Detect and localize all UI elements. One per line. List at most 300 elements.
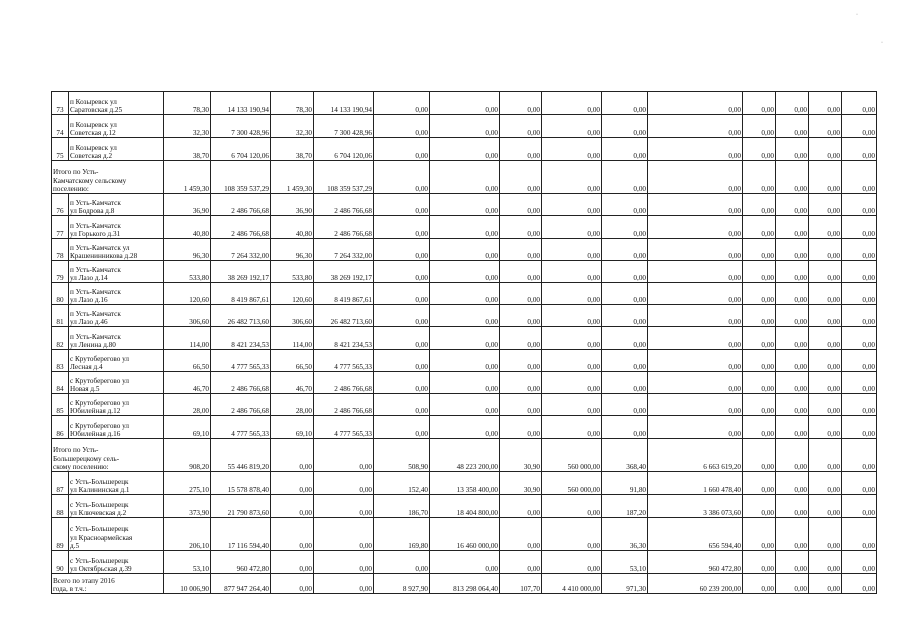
address-cell [69,327,164,350]
value-cell: 28,00 [271,394,314,416]
value-cell: 971,30 [602,574,648,594]
value-cell: 0,00 [374,327,430,350]
address-line: п Усть-Камчатск [70,198,121,207]
value-cell: 0,00 [542,327,602,350]
value-cell: 0,00 [602,305,648,327]
value-cell: 0,00 [542,283,602,305]
value-cell: 0,00 [648,216,743,239]
value-cell: 4 777 565,33 [314,350,374,372]
value-cell: 0,00 [809,194,842,216]
value-cell: 55 446 819,20 [211,439,271,472]
value-cell: 0,00 [776,574,809,594]
value-cell: 0,00 [602,394,648,416]
value-cell: 108 359 537,29 [314,161,374,194]
value-cell: 6 704 120,06 [314,138,374,161]
value-cell: 2 486 766,68 [211,372,271,394]
value-cell: 17 116 594,40 [211,518,271,551]
value-cell: 4 410 000,00 [542,574,602,594]
value-cell: 0,00 [743,372,776,394]
value-cell: 0,00 [602,350,648,372]
address-line: с Усть-Большерецк [70,477,129,486]
value-cell: 0,00 [374,372,430,394]
value-cell: 13 358 400,00 [430,472,500,495]
address-line: ул Горького д.31 [70,229,121,238]
value-cell: 0,00 [809,283,842,305]
table-row [52,239,877,261]
value-cell: 0,00 [542,416,602,439]
value-cell: 0,00 [776,350,809,372]
total-label-line: Итого по Усть- [53,446,99,455]
value-cell: 0,00 [314,439,374,472]
value-cell: 0,00 [743,194,776,216]
table-row [52,350,877,372]
total-row [52,161,877,194]
value-cell: 0,00 [743,350,776,372]
value-cell: 0,00 [374,239,430,261]
register-table [51,91,877,594]
value-cell: 0,00 [809,261,842,283]
value-cell: 0,00 [602,261,648,283]
row-number: 77 [52,216,69,239]
value-cell: 26 482 713,60 [314,305,374,327]
address-line: Саратовская д.25 [70,105,123,114]
value-cell: 40,80 [164,216,211,239]
value-cell: 0,00 [809,439,842,472]
value-cell: 187,20 [602,495,648,518]
value-cell: 0,00 [542,161,602,194]
value-cell: 0,00 [842,194,877,216]
value-cell: 0,00 [500,551,542,574]
value-cell: 2 486 766,68 [211,216,271,239]
value-cell: 91,80 [602,472,648,495]
address-line: ул Красноармейская [70,533,133,542]
value-cell: 275,10 [164,472,211,495]
address-cell [69,283,164,305]
value-cell: 0,00 [500,261,542,283]
value-cell: 0,00 [809,216,842,239]
value-cell: 0,00 [743,416,776,439]
value-cell: 66,50 [164,350,211,372]
value-cell: 0,00 [842,472,877,495]
value-cell: 0,00 [809,372,842,394]
value-cell: 0,00 [648,161,743,194]
value-cell: 46,70 [271,372,314,394]
value-cell: 0,00 [374,92,430,115]
value-cell: 0,00 [743,239,776,261]
value-cell: 0,00 [743,439,776,472]
value-cell: 0,00 [500,305,542,327]
value-cell: 0,00 [374,161,430,194]
row-number: 76 [52,194,69,216]
value-cell: 0,00 [314,472,374,495]
value-cell: 0,00 [776,161,809,194]
value-cell: 8 927,90 [374,574,430,594]
value-cell: 0,00 [842,305,877,327]
value-cell: 0,00 [542,350,602,372]
value-cell: 0,00 [776,115,809,138]
value-cell: 69,10 [164,416,211,439]
value-cell: 7 264 332,00 [314,239,374,261]
value-cell: 0,00 [743,472,776,495]
value-cell: 0,00 [500,416,542,439]
value-cell: 0,00 [500,161,542,194]
value-cell: 0,00 [500,239,542,261]
address-line: п Козыревск ул [70,97,117,106]
address-line: п Козыревск ул [70,143,117,152]
value-cell: 0,00 [648,239,743,261]
scan-mark: · [881,40,883,46]
value-cell: 152,40 [374,472,430,495]
value-cell: 0,00 [809,518,842,551]
address-line: Советская д.2 [70,151,113,160]
total-label [52,439,164,472]
value-cell: 0,00 [648,261,743,283]
table-row [52,305,877,327]
value-cell: 114,00 [271,327,314,350]
value-cell: 8 419 867,61 [211,283,271,305]
address-cell [69,194,164,216]
value-cell: 0,00 [743,283,776,305]
value-cell: 0,00 [776,283,809,305]
value-cell: 0,00 [430,350,500,372]
value-cell: 0,00 [500,350,542,372]
value-cell: 30,90 [500,472,542,495]
value-cell: 30,90 [500,439,542,472]
value-cell: 60 239 200,00 [648,574,743,594]
value-cell: 306,60 [271,305,314,327]
value-cell: 0,00 [776,372,809,394]
address-cell [69,416,164,439]
value-cell: 2 486 766,68 [211,394,271,416]
address-line: п Усть-Камчатск ул [70,243,130,252]
row-number: 74 [52,115,69,138]
value-cell: 560 000,00 [542,439,602,472]
value-cell: 0,00 [743,327,776,350]
value-cell: 0,00 [842,518,877,551]
value-cell: 0,00 [430,138,500,161]
address-cell [69,472,164,495]
value-cell: 0,00 [648,92,743,115]
value-cell: 78,30 [164,92,211,115]
value-cell: 0,00 [776,261,809,283]
value-cell: 0,00 [809,416,842,439]
value-cell: 0,00 [648,283,743,305]
value-cell: 0,00 [743,495,776,518]
address-line: с Крутоберегово ул [70,376,130,385]
value-cell: 0,00 [542,194,602,216]
value-cell: 114,00 [164,327,211,350]
value-cell: 0,00 [842,161,877,194]
value-cell: 0,00 [842,574,877,594]
value-cell: 656 594,40 [648,518,743,551]
value-cell: 0,00 [430,305,500,327]
address-line: с Крутоберегово ул [70,421,130,430]
address-cell [69,115,164,138]
total-row [52,574,877,594]
value-cell: 0,00 [809,551,842,574]
value-cell: 0,00 [842,283,877,305]
value-cell: 0,00 [743,161,776,194]
value-cell: 0,00 [542,495,602,518]
address-line: Юбилейная д.12 [70,406,121,415]
value-cell: 0,00 [809,574,842,594]
row-number: 73 [52,92,69,115]
total-label-line: Большерецкому сель- [53,454,120,463]
value-cell: 813 298 064,40 [430,574,500,594]
value-cell: 0,00 [776,416,809,439]
value-cell: 0,00 [648,115,743,138]
row-number: 89 [52,518,69,551]
value-cell: 306,60 [164,305,211,327]
value-cell: 0,00 [271,495,314,518]
address-line: Юбилейная д.16 [70,429,121,438]
value-cell: 107,70 [500,574,542,594]
value-cell: 0,00 [602,138,648,161]
value-cell: 120,60 [164,283,211,305]
value-cell: 18 404 800,00 [430,495,500,518]
value-cell: 0,00 [648,194,743,216]
value-cell: 14 133 190,94 [314,92,374,115]
value-cell: 0,00 [602,194,648,216]
address-line: Новая д.5 [70,384,100,393]
address-line: п Усть-Камчатск [70,309,121,318]
value-cell: 0,00 [430,394,500,416]
row-number: 90 [52,551,69,574]
value-cell: 0,00 [430,283,500,305]
value-cell: 533,80 [271,261,314,283]
value-cell: 0,00 [776,394,809,416]
value-cell: 53,10 [602,551,648,574]
value-cell: 0,00 [743,574,776,594]
address-cell [69,495,164,518]
value-cell: 4 777 565,33 [314,416,374,439]
value-cell: 908,20 [164,439,211,472]
table-row [52,194,877,216]
value-cell: 960 472,80 [648,551,743,574]
value-cell: 0,00 [842,92,877,115]
value-cell: 0,00 [374,305,430,327]
value-cell: 0,00 [542,115,602,138]
value-cell: 373,90 [164,495,211,518]
table-row [52,327,877,350]
value-cell: 0,00 [374,216,430,239]
value-cell: 0,00 [809,472,842,495]
row-number: 75 [52,138,69,161]
value-cell: 0,00 [809,92,842,115]
value-cell: 0,00 [648,416,743,439]
value-cell: 0,00 [743,551,776,574]
address-line: с Крутоберегово ул [70,398,130,407]
value-cell: 0,00 [374,115,430,138]
address-cell [69,518,164,551]
table-row [52,216,877,239]
row-number: 87 [52,472,69,495]
value-cell: 8 419 867,61 [314,283,374,305]
value-cell: 0,00 [776,439,809,472]
total-label-line: года, в т.ч.: [53,584,87,593]
address-cell [69,216,164,239]
value-cell: 0,00 [602,92,648,115]
table-row [52,416,877,439]
row-number: 84 [52,372,69,394]
row-number: 79 [52,261,69,283]
value-cell: 0,00 [500,394,542,416]
value-cell: 0,00 [809,495,842,518]
address-line: п Усть-Камчатск [70,265,121,274]
value-cell: 0,00 [776,305,809,327]
value-cell: 36,30 [602,518,648,551]
value-cell: 7 300 428,96 [314,115,374,138]
total-label [52,574,164,594]
address-line: с Усть-Большерецк [70,556,129,565]
value-cell: 0,00 [500,92,542,115]
table-row [52,261,877,283]
row-number: 88 [52,495,69,518]
value-cell: 0,00 [743,216,776,239]
value-cell: 0,00 [809,138,842,161]
scan-mark: · [856,12,858,18]
address-cell [69,239,164,261]
value-cell: 533,80 [164,261,211,283]
value-cell: 368,40 [602,439,648,472]
address-line: ул Лазо д.46 [70,317,108,326]
value-cell: 0,00 [648,305,743,327]
value-cell: 0,00 [430,372,500,394]
value-cell: 96,30 [271,239,314,261]
address-line: Крашенинникова д.28 [70,251,138,260]
value-cell: 0,00 [776,216,809,239]
value-cell: 0,00 [842,394,877,416]
table-row [52,551,877,574]
value-cell: 0,00 [776,472,809,495]
value-cell: 96,30 [164,239,211,261]
value-cell: 0,00 [542,551,602,574]
value-cell: 0,00 [842,416,877,439]
value-cell: 0,00 [809,115,842,138]
value-cell: 120,60 [271,283,314,305]
value-cell: 0,00 [842,372,877,394]
row-number: 81 [52,305,69,327]
value-cell: 7 264 332,00 [211,239,271,261]
value-cell: 0,00 [842,115,877,138]
value-cell: 0,00 [648,394,743,416]
value-cell: 0,00 [542,372,602,394]
value-cell: 0,00 [500,138,542,161]
table-row [52,518,877,551]
value-cell: 4 777 565,33 [211,350,271,372]
value-cell: 0,00 [500,495,542,518]
value-cell: 0,00 [776,194,809,216]
value-cell: 0,00 [374,394,430,416]
value-cell: 0,00 [743,394,776,416]
value-cell: 186,70 [374,495,430,518]
value-cell: 0,00 [374,283,430,305]
value-cell: 0,00 [271,574,314,594]
address-line: ул Бодрова д.8 [70,206,115,215]
value-cell: 38,70 [164,138,211,161]
value-cell: 0,00 [542,92,602,115]
total-label-line: скому поселению: [53,462,109,471]
value-cell: 0,00 [542,394,602,416]
value-cell: 78,30 [271,92,314,115]
value-cell: 0,00 [776,495,809,518]
value-cell: 0,00 [776,551,809,574]
value-cell: 0,00 [271,439,314,472]
value-cell: 0,00 [314,551,374,574]
value-cell: 0,00 [602,416,648,439]
table-row [52,394,877,416]
value-cell: 0,00 [374,416,430,439]
value-cell: 0,00 [374,551,430,574]
address-line: д.5 [70,541,80,550]
value-cell: 0,00 [743,138,776,161]
value-cell: 0,00 [842,239,877,261]
address-cell [69,551,164,574]
row-number: 82 [52,327,69,350]
value-cell: 0,00 [809,350,842,372]
value-cell: 0,00 [648,138,743,161]
value-cell: 0,00 [314,495,374,518]
address-cell [69,350,164,372]
value-cell: 10 006,90 [164,574,211,594]
address-cell [69,261,164,283]
value-cell: 40,80 [271,216,314,239]
value-cell: 0,00 [430,115,500,138]
address-cell [69,305,164,327]
value-cell: 960 472,80 [211,551,271,574]
value-cell: 8 421 234,53 [314,327,374,350]
total-label-line: поселению: [53,184,89,193]
value-cell: 28,00 [164,394,211,416]
value-cell: 0,00 [842,551,877,574]
address-cell [69,138,164,161]
value-cell: 0,00 [500,194,542,216]
address-line: ул Лазо д.16 [70,295,108,304]
value-cell: 1 660 478,40 [648,472,743,495]
address-line: ул Ленина д.80 [70,340,116,349]
table-row [52,495,877,518]
value-cell: 0,00 [648,350,743,372]
row-number: 86 [52,416,69,439]
value-cell: 21 790 873,60 [211,495,271,518]
row-number: 83 [52,350,69,372]
value-cell: 0,00 [602,327,648,350]
value-cell: 2 486 766,68 [314,394,374,416]
value-cell: 0,00 [776,239,809,261]
value-cell: 0,00 [776,138,809,161]
value-cell: 0,00 [842,216,877,239]
value-cell: 6 704 120,06 [211,138,271,161]
value-cell: 2 486 766,68 [211,194,271,216]
value-cell: 0,00 [809,161,842,194]
address-line: с Усть-Большерецк [70,500,129,509]
value-cell: 0,00 [602,216,648,239]
value-cell: 0,00 [743,92,776,115]
value-cell: 26 482 713,60 [211,305,271,327]
address-line: с Усть-Большерецк [70,525,129,534]
value-cell: 0,00 [776,92,809,115]
value-cell: 0,00 [809,394,842,416]
value-cell: 0,00 [743,305,776,327]
value-cell: 0,00 [602,115,648,138]
value-cell: 0,00 [602,372,648,394]
value-cell: 0,00 [648,327,743,350]
address-line: ул Октябрьская д.39 [70,564,132,573]
value-cell: 0,00 [776,327,809,350]
value-cell: 0,00 [271,518,314,551]
total-label-line: Итого по Усть- [53,168,99,177]
value-cell: 169,80 [374,518,430,551]
